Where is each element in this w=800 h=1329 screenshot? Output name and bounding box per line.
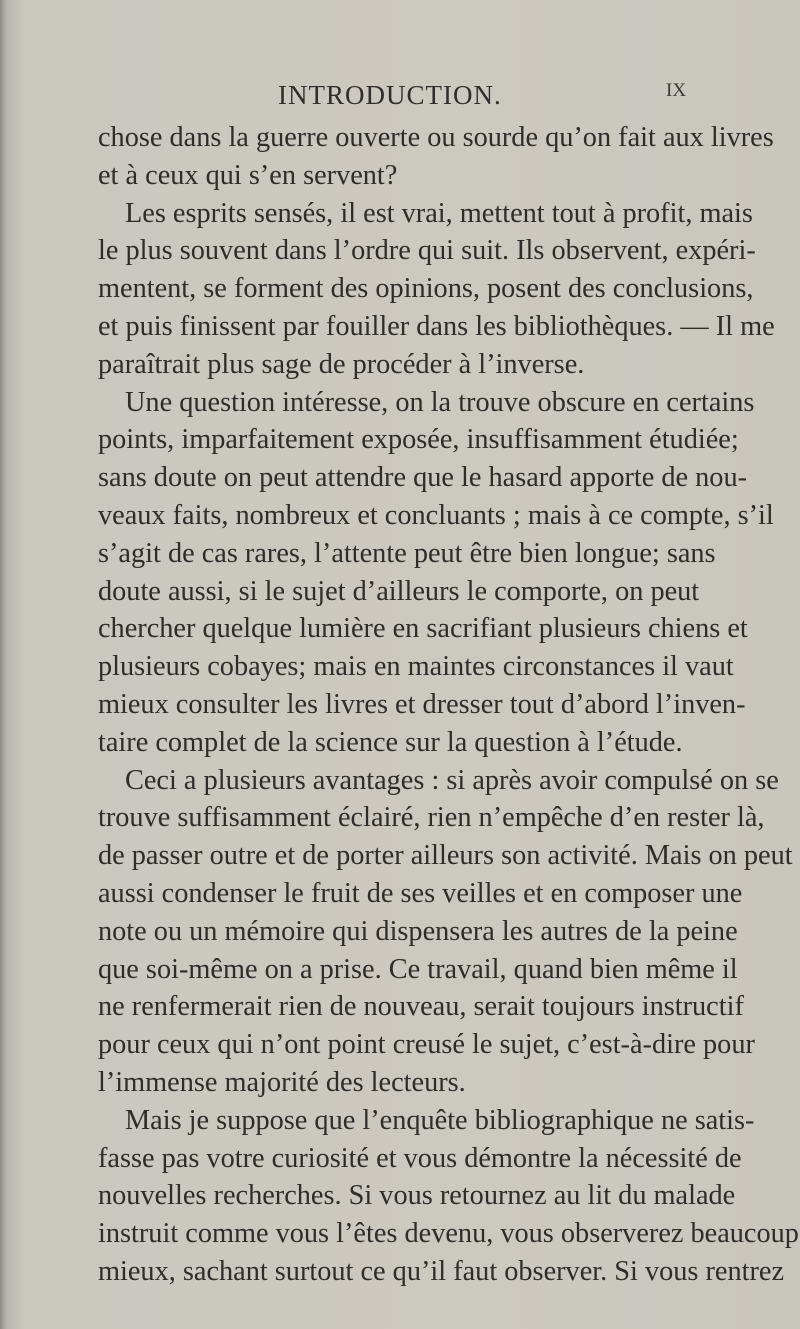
text-line: mieux, sachant surtout ce qu’il faut observer. Si vous rentrez bbox=[98, 1255, 785, 1287]
page-gutter-shadow bbox=[0, 0, 6, 1329]
text-line: aussi condenser le fruit de ses veilles et en composer une bbox=[98, 877, 743, 909]
text-line: chercher quelque lumière en sacrifiant plusieurs chiens et bbox=[98, 613, 748, 645]
text-line: instruit comme vous l’êtes devenu, vous observerez beaucoup bbox=[98, 1218, 799, 1250]
text-line: que soi-même on a prise. Ce travail, quand bien même il bbox=[98, 953, 738, 985]
text-line: de passer outre et de porter ailleurs son activité. Mais on peut bbox=[98, 840, 793, 872]
text-line: mieux consulter les livres et dresser tout d’abord l’inven- bbox=[98, 688, 746, 720]
text-line: et à ceux qui s’en servent? bbox=[98, 159, 398, 191]
text-line: ne renfermerait rien de nouveau, serait toujours instructif bbox=[98, 991, 744, 1023]
text-line: points, imparfaitement exposée, insuffisamment étudiée; bbox=[98, 424, 739, 456]
running-head bbox=[0, 74, 800, 114]
text-line: Les esprits sensés, il est vrai, mettent tout à profit, mais bbox=[125, 197, 753, 229]
text-line: Mais je suppose que l’enquête bibliographique ne satis- bbox=[125, 1104, 755, 1136]
text-line: nouvelles recherches. Si vous retournez au lit du malade bbox=[98, 1180, 736, 1212]
body-text bbox=[98, 119, 799, 1291]
text-line: trouve suffisamment éclairé, rien n’empêche d’en rester là, bbox=[98, 802, 765, 834]
text-line: taire complet de la science sur la question à l’étude. bbox=[98, 726, 683, 758]
running-title: INTRODUCTION. bbox=[278, 80, 502, 110]
text-line: plusieurs cobayes; mais en maintes circonstances il vaut bbox=[98, 651, 734, 683]
text-line: fasse pas votre curiosité et vous démontre la nécessité de bbox=[98, 1142, 742, 1174]
text-line: mentent, se forment des opinions, posent des conclusions, bbox=[98, 273, 754, 305]
text-line: doute aussi, si le sujet d’ailleurs le comporte, on peut bbox=[98, 575, 700, 607]
text-line: pour ceux qui n’ont point creusé le sujet, c’est-à-dire pour bbox=[98, 1029, 755, 1061]
text-line: Ceci a plusieurs avantages : si après avoir compulsé on se bbox=[125, 764, 779, 796]
text-line: et puis finissent par fouiller dans les bibliothèques. — Il me bbox=[98, 310, 775, 342]
text-line: paraîtrait plus sage de procéder à l’inverse. bbox=[98, 348, 585, 380]
text-line: s’agit de cas rares, l’attente peut être bien longue; sans bbox=[98, 537, 716, 569]
text-line: note ou un mémoire qui dispensera les autres de la peine bbox=[98, 915, 738, 947]
text-line: sans doute on peut attendre que le hasard apporte de nou- bbox=[98, 462, 748, 494]
text-line: Une question intéresse, on la trouve obscure en certains bbox=[125, 386, 755, 418]
text-line: le plus souvent dans l’ordre qui suit. Ils observent, expéri- bbox=[98, 235, 756, 267]
text-line: l’immense majorité des lecteurs. bbox=[98, 1066, 466, 1098]
page-number: IX bbox=[666, 80, 687, 101]
text-line: chose dans la guerre ouverte ou sourde qu’on fait aux livres bbox=[98, 122, 774, 153]
text-line: veaux faits, nombreux et concluants ; mais à ce compte, s’il bbox=[98, 499, 774, 531]
